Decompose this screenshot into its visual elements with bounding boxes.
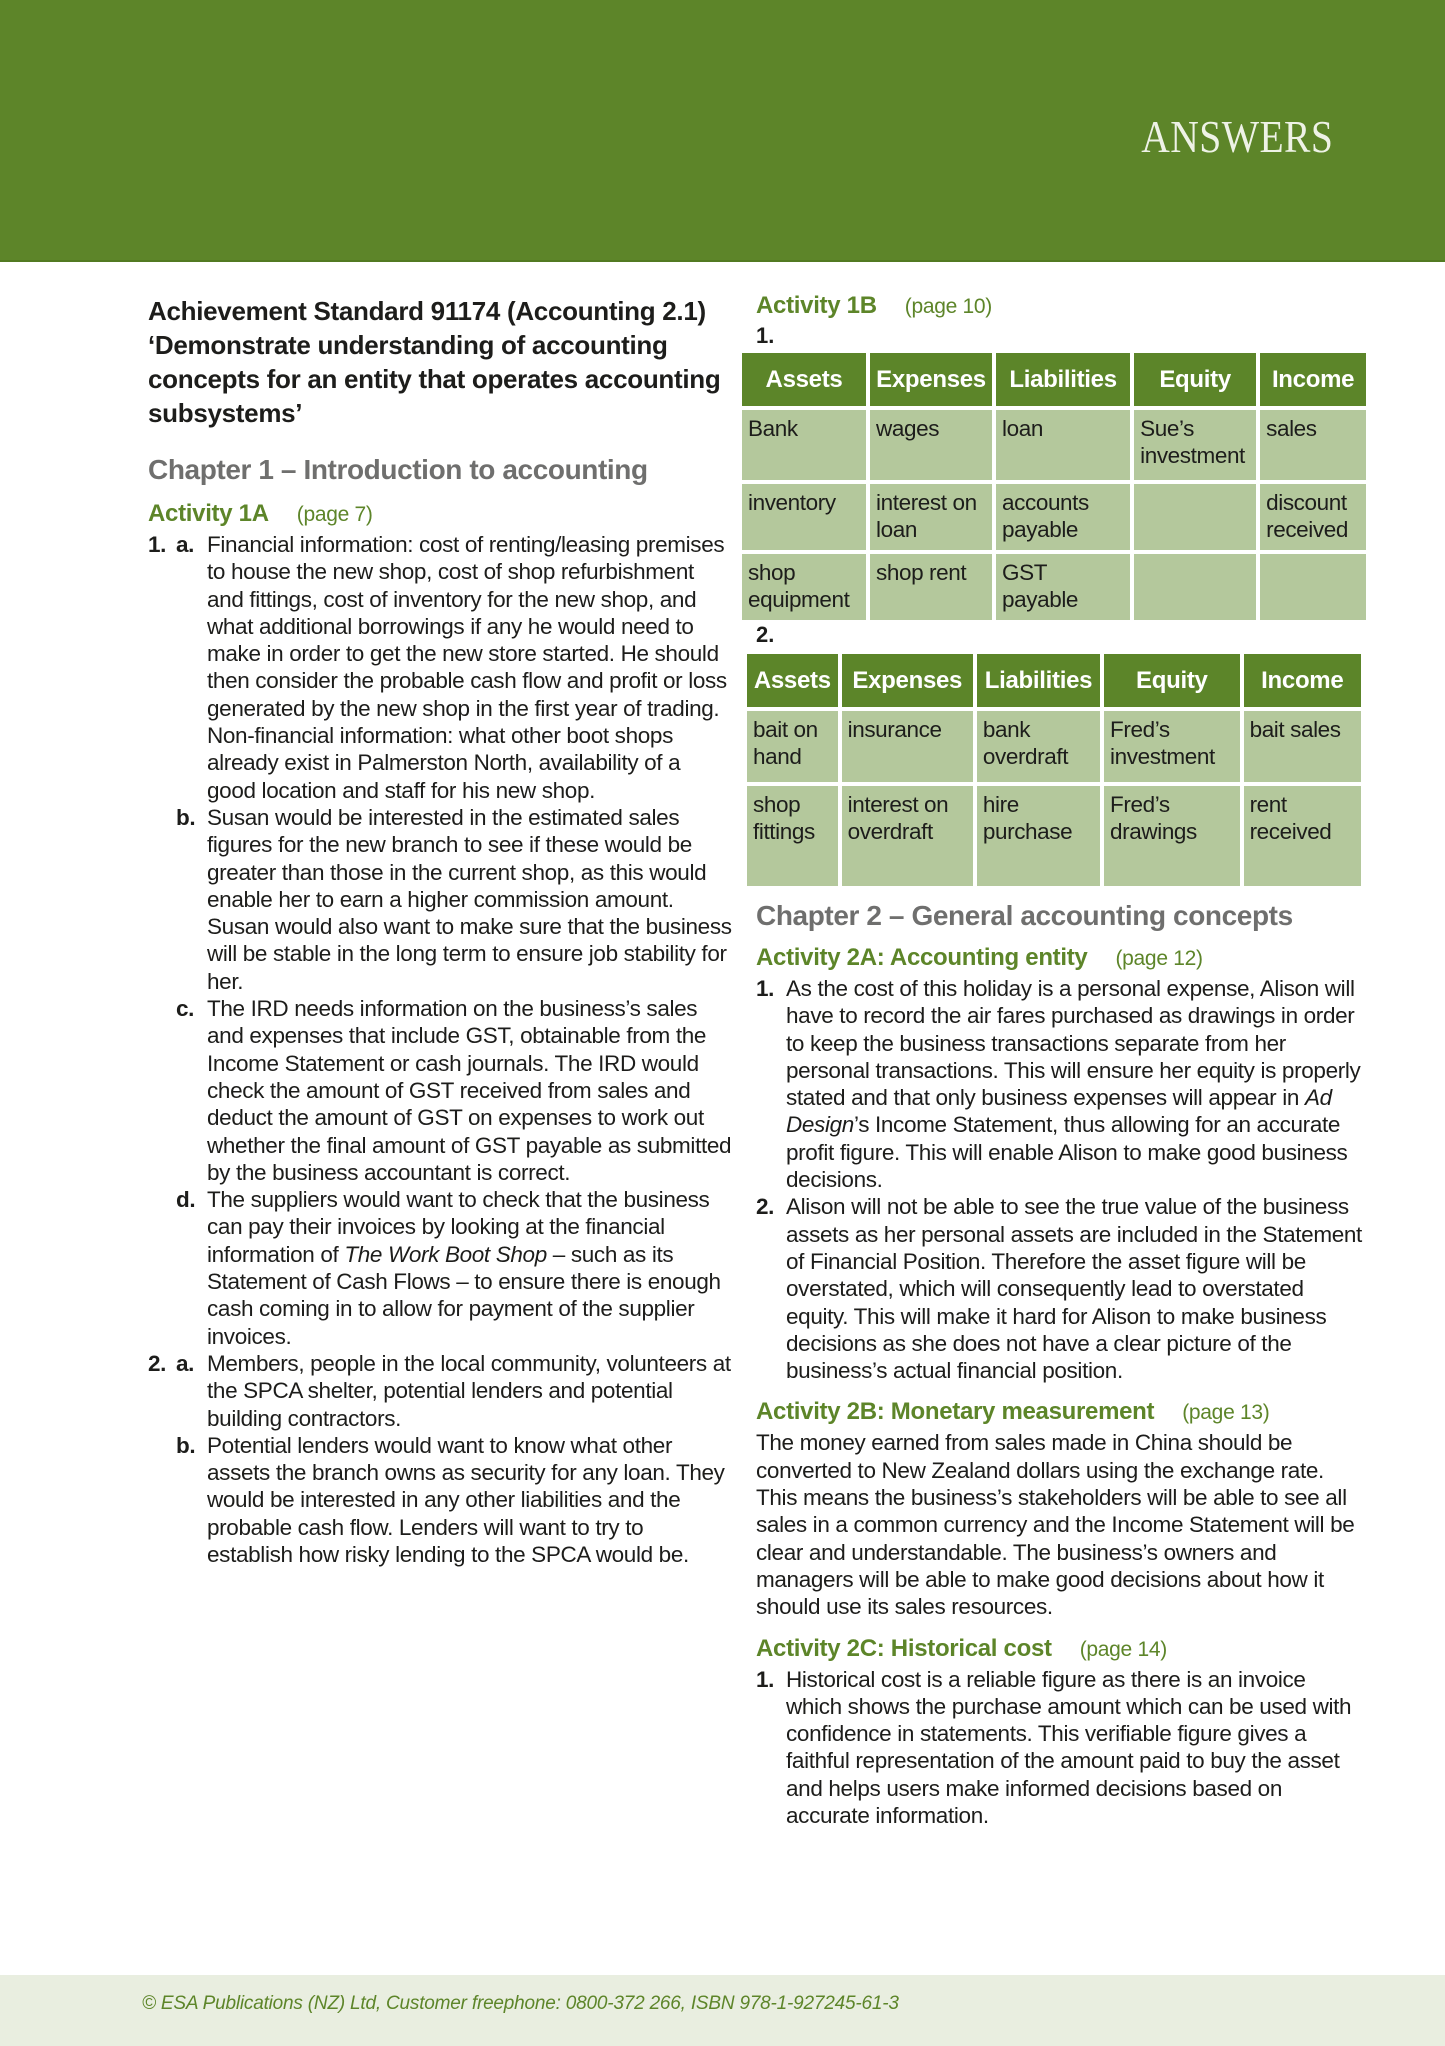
activity-2a-title: Activity 2A: Accounting entity bbox=[756, 944, 1088, 971]
classification-table-2 bbox=[743, 650, 1365, 890]
table-cell: interest on overdraft bbox=[842, 786, 973, 886]
table-cell bbox=[1134, 554, 1256, 620]
table-row bbox=[742, 484, 1366, 550]
table-cell: shop fittings bbox=[747, 786, 838, 886]
column-header: Income bbox=[1244, 654, 1361, 707]
answer-text bbox=[786, 975, 1362, 1193]
sub-question-label: a. bbox=[176, 1350, 195, 1376]
table-header-row bbox=[747, 654, 1361, 707]
activity-1a-answers bbox=[148, 531, 733, 1568]
column-header: Assets bbox=[747, 654, 838, 707]
sub-question-label: d. bbox=[176, 1187, 196, 1213]
table-row bbox=[747, 786, 1361, 886]
table-cell: loan bbox=[996, 410, 1130, 480]
column-header: Equity bbox=[1104, 654, 1240, 707]
table-cell: sales bbox=[1260, 410, 1366, 480]
table-cell: Fred’s investment bbox=[1104, 711, 1240, 782]
activity-1a-title: Activity 1A bbox=[148, 500, 269, 527]
answer-text: Financial information: cost of renting/leasing premises to house the new shop, cost of shop refurbishment and fittings, cost of inventory for the new shop, and what additional borrowings if any he would need to make in order to get the new store started. He should then consider the probable cash flow and profit or loss generated by the new shop in the first year of trading. bbox=[207, 532, 727, 721]
answer-text-part: – such as its Statement of Cash Flows – to ensure there is enough cash coming in to allow for payment of the supplier invoices. bbox=[207, 1241, 721, 1349]
question-number: 1. bbox=[756, 976, 775, 1001]
activity-2b-title: Activity 2B: Monetary measurement bbox=[756, 1398, 1155, 1426]
column-header: Liabilities bbox=[996, 353, 1130, 406]
activity-2c-page-ref: (page 14) bbox=[1079, 1637, 1167, 1661]
table-cell: Fred’s drawings bbox=[1104, 786, 1240, 886]
activity-2a-answers bbox=[756, 975, 1362, 1384]
answer-2b bbox=[148, 1432, 733, 1568]
table-cell: inventory bbox=[742, 484, 866, 550]
answer-text-part: As the cost of this holiday is a personal expense, Alison will have to record the air fares purchased as drawings in order to keep the business transactions separate from her personal transactions. This will ensure her equity is properly stated and that only business expenses will appear in bbox=[786, 976, 1361, 1111]
answer-text: The IRD needs information on the business’s sales and expenses that include GST, obtainable from the Income Statement or cash journals. The IRD would check the amount of GST received from sales and deduct the amount of GST on expenses to work out whether the final amount of GST payable as submitted by the business accountant is correct. bbox=[207, 996, 732, 1185]
answer-text bbox=[207, 1186, 733, 1350]
table-cell: shop equipment bbox=[742, 554, 866, 620]
table-cell: wages bbox=[870, 410, 992, 480]
table-cell: accounts payable bbox=[996, 484, 1130, 550]
table-row bbox=[742, 410, 1366, 480]
activity-2c-answers bbox=[756, 1666, 1362, 1830]
column-header: Equity bbox=[1134, 353, 1256, 406]
answer-text: Susan would be interested in the estimated sales figures for the new branch to see if these would be greater than those in the current shop, as this would enable her to earn a higher commission amount. Susan would also want to make sure that the business will be stable in the long term to ensure job stability for her. bbox=[207, 804, 732, 994]
table-cell bbox=[1134, 484, 1256, 550]
business-name: The Work Boot Shop bbox=[344, 1241, 547, 1267]
question-number: 1. bbox=[148, 532, 167, 557]
table-row bbox=[742, 554, 1366, 620]
sub-question-label: b. bbox=[176, 804, 196, 830]
table-cell: insurance bbox=[842, 711, 973, 782]
question-number: 2. bbox=[756, 1194, 775, 1220]
top-banner bbox=[0, 0, 1445, 262]
table-header-row bbox=[742, 353, 1366, 406]
column-header: Expenses bbox=[870, 353, 992, 406]
chapter-2-title: Chapter 2 – General accounting concepts bbox=[756, 900, 1293, 931]
chapter-1-title: Chapter 1 – Introduction to accounting bbox=[148, 454, 648, 485]
answer-2a-2 bbox=[756, 1193, 1362, 1384]
table-cell: shop rent bbox=[870, 554, 992, 620]
activity-1b-page-ref: (page 10) bbox=[904, 295, 992, 318]
copyright-text: © ESA Publications (NZ) Ltd, Customer freephone: 0800-372 266, ISBN 978-1-927245-61-3 bbox=[142, 1993, 899, 2014]
activity-2b-page-ref: (page 13) bbox=[1182, 1401, 1270, 1425]
activity-2b-answer: The money earned from sales made in China should be converted to New Zealand dollars using the exchange rate. This means the business’s stakeholders will be able to see all sales in a common currency and the Income Statement will be clear and understandable. The business’s owners and managers will be able to make good decisions about how it should use its sales resources. bbox=[756, 1430, 1355, 1620]
answer-2a-1 bbox=[756, 975, 1362, 1193]
activity-2b-heading bbox=[756, 1396, 1362, 1429]
answer-2c-1 bbox=[756, 1666, 1362, 1830]
sub-question-label: b. bbox=[176, 1432, 196, 1458]
page-footer bbox=[0, 1975, 1445, 2046]
answer-text: Potential lenders would want to know what other assets the branch owns as security for any loan. They would be interested in any other liabilities and the probable cash flow. Lenders will want to try to establish how risky lending to the SPCA would be. bbox=[207, 1432, 725, 1567]
left-column bbox=[148, 290, 733, 1568]
question-number: 2. bbox=[148, 1350, 167, 1376]
column-header: Expenses bbox=[842, 654, 973, 707]
answer-text: Historical cost is a reliable figure as there is an invoice which shows the purchase amount which can be used with confidence in statements. This verifiable figure gives a faithful representation of the amount paid to buy the asset and helps users make informed decisions based on accurate information. bbox=[786, 1666, 1352, 1829]
business-name: Ad Design bbox=[786, 1085, 1332, 1138]
answer-1c bbox=[148, 995, 733, 1186]
answer-text: Non-financial information: what other boot shops already exist in Palmerston North, availability of a good location and staff for his new shop. bbox=[207, 723, 681, 803]
column-header: Liabilities bbox=[977, 654, 1100, 707]
activity-1a-page-ref: (page 7) bbox=[296, 503, 373, 526]
answer-text-part: The suppliers would want to check that the business can pay their invoices by looking at the financial information of bbox=[207, 1187, 710, 1267]
table-cell: rent received bbox=[1244, 786, 1361, 886]
answer-text-part: ’s Income Statement, thus allowing for an accurate profit figure. This will enable Alison to make good business decisions. bbox=[786, 1112, 1348, 1193]
table-cell: bank overdraft bbox=[977, 711, 1100, 782]
answer-2a bbox=[148, 1350, 733, 1432]
activity-1b-title: Activity 1B bbox=[756, 292, 877, 319]
right-column bbox=[748, 290, 1362, 1829]
answer-1d bbox=[148, 1186, 733, 1350]
answer-text: Members, people in the local community, volunteers at the SPCA shelter, potential lenders and potential building contractors. bbox=[207, 1350, 731, 1431]
column-header: Assets bbox=[742, 353, 866, 406]
sub-question-label: a. bbox=[176, 532, 195, 557]
activity-2a-heading bbox=[756, 942, 1362, 975]
answer-text: Alison will not be able to see the true value of the business assets as her personal assets are included in the Statement of Financial Position. Therefore the asset figure will be overstated, which will consequently lead to overstated equity. This will make it hard for Alison to make business decisions as she does not have a clear picture of the business’s actual financial position. bbox=[786, 1194, 1362, 1384]
activity-2c-heading bbox=[756, 1633, 1362, 1666]
table-cell: hire purchase bbox=[977, 786, 1100, 886]
standard-title: Achievement Standard 91174 (Accounting 2.1) ‘Demonstrate understanding of accounting concepts for an entity that operates accounting subsystems’ bbox=[148, 296, 721, 428]
table-cell bbox=[1260, 554, 1366, 620]
column-header: Income bbox=[1260, 353, 1366, 406]
table-cell: bait sales bbox=[1244, 711, 1361, 782]
table-cell: Sue’s investment bbox=[1134, 410, 1256, 480]
table-row bbox=[747, 711, 1361, 782]
answer-1b bbox=[148, 804, 733, 995]
table-cell: Bank bbox=[742, 410, 866, 480]
activity-1b-heading bbox=[756, 290, 1362, 323]
table-cell: interest on loan bbox=[870, 484, 992, 550]
activity-1a-heading bbox=[148, 498, 733, 531]
page-title: ANSWERS bbox=[1140, 111, 1333, 162]
activity-2c-title: Activity 2C: Historical cost bbox=[756, 1634, 1052, 1662]
classification-table-1 bbox=[738, 349, 1370, 624]
activity-2a-page-ref: (page 12) bbox=[1115, 947, 1203, 970]
sub-question-label: c. bbox=[176, 996, 195, 1022]
answer-1a bbox=[148, 531, 733, 804]
table-cell: bait on hand bbox=[747, 711, 838, 782]
question-number: 1. bbox=[756, 1666, 775, 1692]
table-2-label: 2. bbox=[756, 622, 775, 647]
table-cell: discount received bbox=[1260, 484, 1366, 550]
table-1-label: 1. bbox=[756, 323, 775, 348]
table-cell: GST payable bbox=[996, 554, 1130, 620]
